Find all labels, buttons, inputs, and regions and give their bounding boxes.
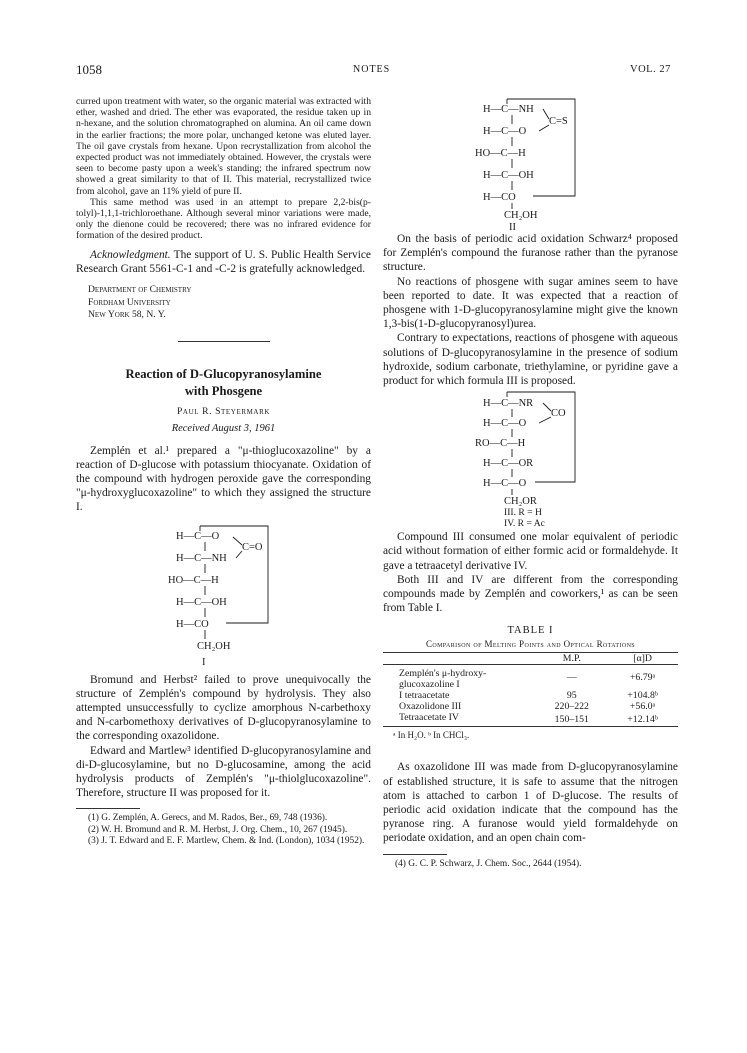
- table-header: M.P.: [562, 653, 581, 665]
- footnote: (4) G. C. P. Schwarz, J. Chem. Soc., 2644 (1954).: [395, 858, 582, 869]
- address-line: Department of Chemistry: [88, 284, 192, 296]
- table-cell: +56.0ᵃ: [629, 701, 656, 713]
- struct-row: CH₂OR: [504, 496, 537, 508]
- struct-row: H—C—OH: [483, 170, 534, 181]
- author: Paul R. Steyermark: [176, 405, 270, 417]
- table-cell: I tetraacetate: [399, 690, 450, 702]
- table-cell: 95: [566, 690, 577, 702]
- paragraph: Contrary to expectations, reactions of phosgene with aqueous solutions of D-glucopyranosylamine in the presence of sodium hydroxide, sodium carbonate, triethylamine, or pyridine gave a product for which formula III is proposed.: [383, 332, 678, 388]
- paragraph: No reactions of phosgene with sugar amines seem to have been reported to date. It was expected that a reaction of phosgene with 1-D-glucopyranosylamine might give the known 1,3-bis(1-D-glucopyranosyl)urea.: [383, 275, 678, 331]
- table-I: [383, 625, 678, 740]
- struct-group: CO: [551, 408, 566, 420]
- struct-row: H—CO: [483, 192, 516, 203]
- paragraph: On the basis of periodic acid oxidation Schwarz⁴ proposed for Zemplén's compound the furanose rather than the pyranose structure.: [383, 233, 678, 274]
- table-subtitle: Comparison of Melting Points and Optical Rotations: [425, 639, 636, 650]
- table-cell: 220–222: [554, 701, 589, 713]
- footnote-rule: [76, 808, 140, 809]
- structure-I: [76, 515, 371, 673]
- structure-III: [383, 388, 678, 530]
- table-row: [383, 701, 678, 712]
- running-header: [0, 62, 747, 82]
- structure-II-drawing: [383, 92, 678, 232]
- article-title-line2: with Phosgene: [184, 383, 263, 398]
- paragraph: Bromund and Herbst² failed to prove unequivocally the structure of Zemplén's compound by hydrolysis. They also attempted unsuccessfully to cyclize amorphous N-carbethoxy and N-carbomethoxy derivatives of D-glucopyranosylamine to the corresponding oxazolidone.: [76, 673, 371, 743]
- ack-text: The support of U. S. Public Health Service Research Grant 5561-C-1 and -C-2 is gratefully acknowledged.: [76, 248, 371, 275]
- struct-row: CH₂OH: [197, 640, 231, 652]
- struct-label: II: [509, 222, 516, 232]
- table-row: [383, 712, 678, 727]
- footnotes: [76, 813, 371, 847]
- struct-row: RO—C—H: [475, 438, 526, 450]
- table-cell: 150–151: [554, 713, 589, 725]
- struct-row: H—C—OR: [483, 458, 534, 470]
- table-cell: +12.14ᵇ: [627, 713, 658, 725]
- table-header: [383, 653, 536, 665]
- table-cell: Oxazolidone III: [399, 701, 462, 713]
- paragraph: Zemplén et al.¹ prepared a "μ-thioglucoxazoline" by a reaction of D-glucose with potassium thiocyanate. Oxidation of the compound with hydrogen peroxide gave the corresponding "μ-hydroxyglucoxazoline" to which they assigned the structure I.: [76, 444, 371, 514]
- paragraph: curred upon treatment with water, so the organic material was extracted with ether, washed and dried. The ether was evaporated, the residue taken up in n-hexane, and the solution chromatographed on alumina. An oil came down in the earlier fractions; the more polar, unchanged ketone was eluted layer. The oil gave crystals from hexane. Upon recrystallization from alcohol the expected product was not immediately obtained. However, the crystals were seen to become pasty upon a week's standing; the infrared spectrum now showed a great similarity to that of II. This material, recrystallized twice from alcohol, gave an 11% yield of pure II.: [76, 96, 371, 197]
- left-column: [76, 96, 371, 847]
- ack-label: Acknowledgment.: [90, 248, 171, 261]
- struct-group: C=S: [549, 116, 568, 127]
- table-cell: —: [566, 672, 577, 684]
- structure-I-drawing: [76, 515, 371, 673]
- struct-row: HO—C—H: [475, 148, 526, 159]
- paragraph: Edward and Martlew³ identified D-glucopyranosylamine and di-D-glucosylamine, but no D-glucosamine, among the acid hydrolysis products of Zemplén's "μ-thiolglucoxazoline". Therefore, structure II was proposed for it.: [76, 744, 371, 800]
- article-title: Reaction of D-Glucopyranosylamine: [125, 366, 322, 381]
- table-cell: Tetraacetate IV: [399, 712, 459, 724]
- paragraph: Both III and IV are different from the corresponding compounds made by Zemplén and coworkers,¹ as can be seen from Table I.: [383, 573, 678, 615]
- table-caption: TABLE I: [507, 625, 554, 637]
- struct-row: H—C—O: [483, 478, 527, 490]
- struct-row: CH₂OH: [504, 210, 538, 221]
- footnote: (3) J. T. Edward and E. F. Martlew, Chem. & Ind. (London), 1034 (1952).: [88, 835, 365, 846]
- address-line: New York 58, N. Y.: [88, 309, 166, 321]
- struct-row: H—C—O: [483, 126, 527, 137]
- table-row: [383, 665, 678, 691]
- received-date: Received August 3, 1961: [171, 422, 276, 434]
- structure-II: [383, 92, 678, 232]
- table-header: [α]D: [633, 653, 652, 665]
- paragraph: As oxazolidone III was made from D-glucopyranosylamine of established structure, it is safe to assume that the nitrogen atom is attached to carbon 1 of D-glucose. The results of periodic acid oxidation indicate that the compound has the pyranose ring. A furanose would yield formaldehyde on periodate oxidation, and an open chain com-: [383, 761, 678, 845]
- footnote: (1) G. Zemplén, A. Gerecs, and M. Rados, Ber., 69, 748 (1936).: [88, 813, 328, 824]
- data-table: [383, 652, 678, 727]
- acknowledgment: [76, 248, 371, 276]
- paragraph: This same method was used in an attempt to prepare 2,2-bis(p-tolyl)-1,1,1-trichloroethane. Although several minor variations were made, only the dienone could be recovered; there was no infrared evidence for formation of the desired product.: [76, 196, 371, 242]
- struct-label: I: [202, 656, 206, 668]
- footnote-rule: [383, 854, 447, 855]
- page-number: 1058: [76, 62, 102, 77]
- footnotes: [383, 859, 678, 870]
- struct-row: H—C—OH: [176, 596, 227, 608]
- struct-row: H—C—NH: [176, 552, 227, 564]
- struct-row: H—C—O: [483, 418, 527, 430]
- table-header-row: [383, 653, 678, 665]
- struct-row: H—C—NH: [483, 104, 534, 115]
- table-cell: Zemplén's μ-hydroxy-glucoxazoline I: [399, 668, 487, 691]
- structure-III-drawing: [383, 388, 678, 530]
- struct-group: C=O: [242, 541, 263, 553]
- section-title: NOTES: [353, 64, 391, 75]
- struct-row: H—C—NR: [483, 398, 534, 410]
- address-line: Fordham University: [88, 296, 171, 308]
- divider: [178, 341, 270, 342]
- paragraph: Compound III consumed one molar equivalent of periodic acid without formation of either formic acid or formaldehyde. It gave a tetraacetyl derivative IV.: [383, 531, 678, 572]
- table-note: ᵃ In H₂O. ᵇ In CHCl₃.: [393, 730, 470, 741]
- struct-label: IV. R = Ac: [504, 518, 545, 530]
- volume-label: VOL. 27: [630, 64, 671, 75]
- table-row: [383, 690, 678, 701]
- right-column: [383, 96, 678, 870]
- struct-row: HO—C—H: [168, 574, 219, 586]
- struct-label: III. R = H: [504, 507, 542, 519]
- struct-row: H—CO: [176, 618, 209, 630]
- footnote: (2) W. H. Bromund and R. M. Herbst, J. Org. Chem., 10, 267 (1945).: [88, 824, 348, 835]
- table-cell: +6.79ᵃ: [629, 672, 656, 684]
- struct-row: H—C—O: [176, 530, 220, 542]
- address-block: [76, 284, 371, 322]
- table-cell: +104.8ᵇ: [627, 690, 658, 702]
